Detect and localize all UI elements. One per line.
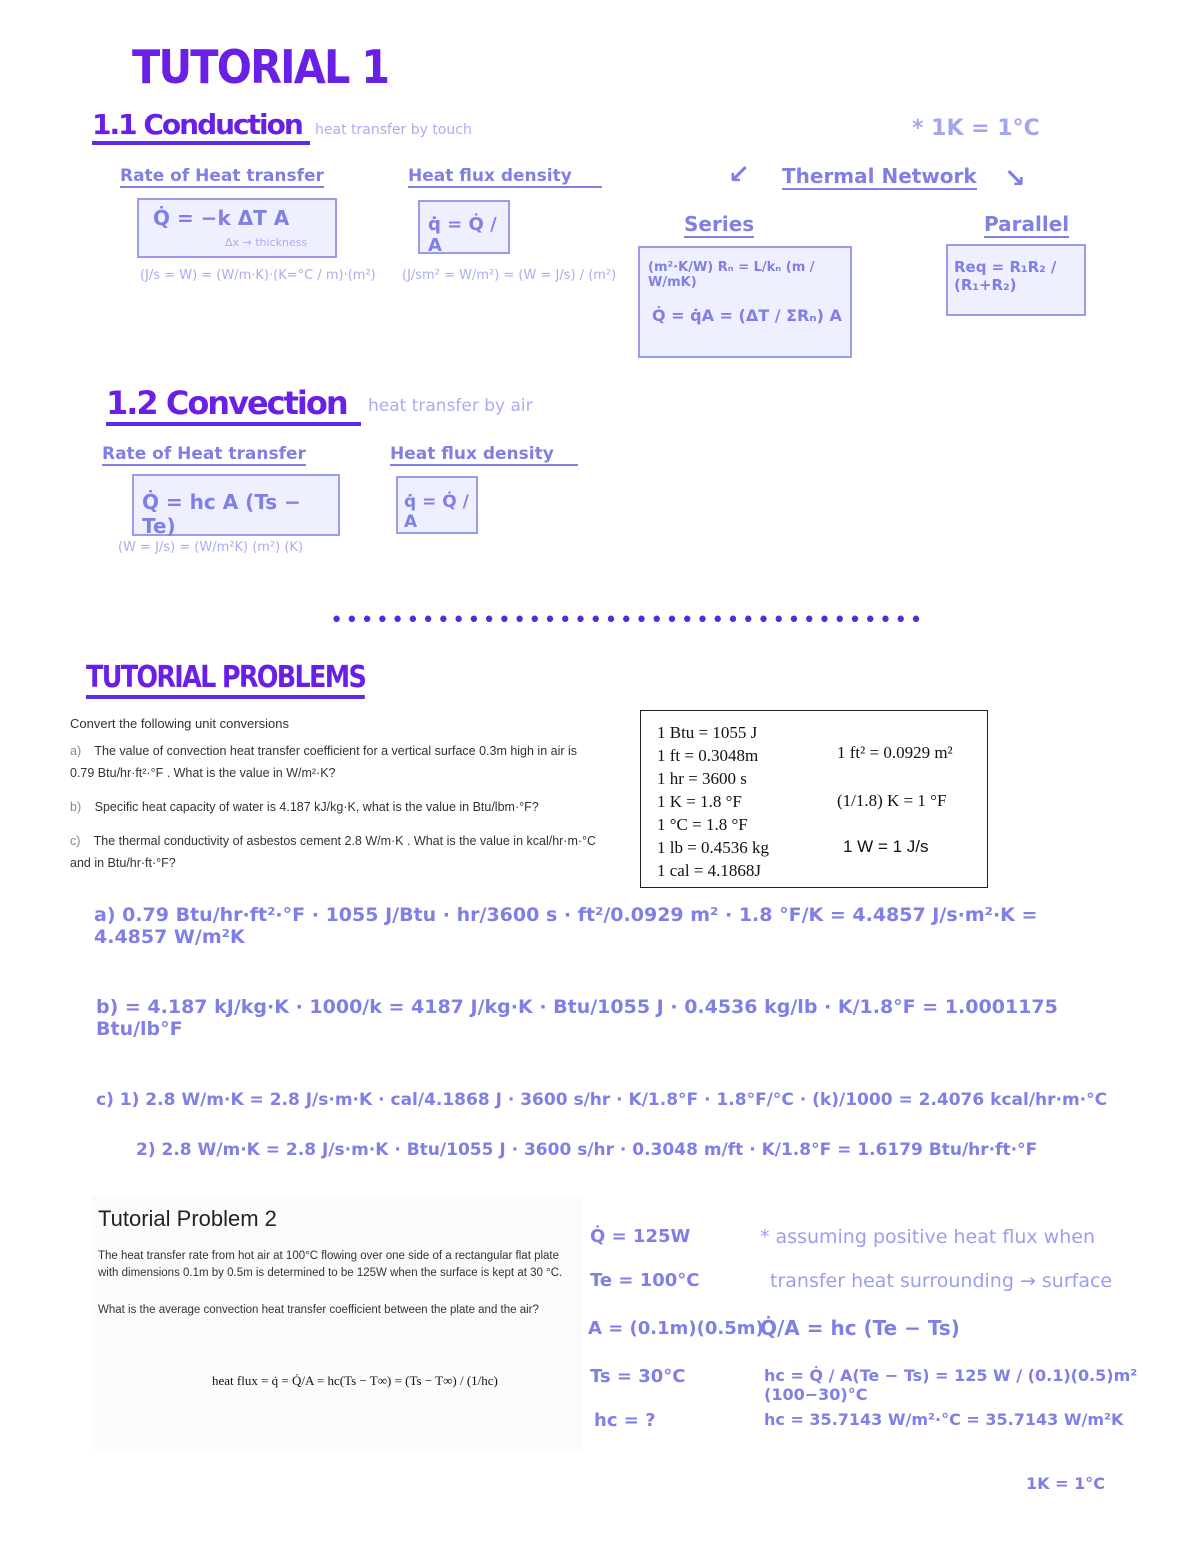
- conv-k: 1 K = 1.8 °F: [657, 792, 742, 811]
- conv-lb: 1 lb = 0.4536 kg: [657, 838, 770, 857]
- conv-ft2: 1 ft² = 0.0929 m²: [837, 743, 953, 762]
- conv-cal: 1 cal = 4.1868J: [657, 861, 762, 880]
- conduction-rate-label: Rate of Heat transfer: [120, 166, 324, 186]
- assumption-line1: * assuming positive heat flux when: [760, 1226, 1095, 1248]
- conv-ft: 1 ft = 0.3048m: [657, 746, 759, 765]
- conduction-rate-units: (J/s = W) = (W/m·K)·(K=°C / m)·(m²): [140, 268, 376, 283]
- solution-a: a) 0.79 Btu/hr·ft²·°F · 1055 J/Btu · hr/3600 s · ft²/0.0929 m² · 1.8 °F/K = 4.4857 J/s·m²·K = 4.4857 W/m²K: [94, 904, 1038, 948]
- given-ts: Ts = 30°C: [590, 1366, 686, 1387]
- series-heat-rate: Q̇ = q̇A = (ΔT / ΣRₙ) A: [652, 306, 842, 325]
- problem-b-text: Specific heat capacity of water is 4.187 kJ/kg·K, what is the value in Btu/lbm·°F?: [94, 800, 539, 814]
- convection-rate-units: (W = J/s) = (W/m²K) (m²) (K): [118, 540, 304, 555]
- convection-flux-label: Heat flux density: [390, 444, 578, 466]
- solution-b: b) = 4.187 kJ/kg·K · 1000/k = 4187 J/kg·K · Btu/1055 J · 0.4536 kg/lb · K/1.8°F = 1.0001175 Btu/lb°F: [96, 996, 1058, 1040]
- equation-1: Q̇/A = hc (Te − Ts): [760, 1316, 960, 1340]
- convection-rate-box: [132, 474, 340, 536]
- conv-hr: 1 hr = 3600 s: [657, 769, 747, 788]
- conduction-flux-box: [418, 200, 510, 254]
- given-q: Q̇ = 125W: [590, 1226, 691, 1247]
- problem-b: [70, 796, 610, 818]
- conversion-table: [640, 710, 988, 888]
- problem2-formula: heat flux = q̇ = Q̇/A = hc(Ts − T∞) = (Ts − T∞) / (1/hc): [212, 1373, 498, 1388]
- series-label: Series: [684, 212, 755, 236]
- problem-a-text: The value of convection heat transfer coefficient for a vertical surface 0.3m high in air is 0.79 Btu/hr·ft²·°F . What is the value in W/m²·K?: [70, 744, 578, 780]
- parallel-box: [946, 244, 1086, 316]
- assumption-line2: transfer heat surrounding → surface: [770, 1270, 1113, 1292]
- equation-2: hc = Q̇ / A(Te − Ts) = 125 W / (0.1)(0.5)m² (100−30)°C: [764, 1366, 1138, 1404]
- conduction-flux-label: Heat flux density: [408, 166, 602, 188]
- conduction-flux-formula: q̇ = Q̇ / A: [428, 214, 497, 256]
- thermal-network-label: Thermal Network: [782, 164, 977, 188]
- series-resistance: (m²·K/W) Rₙ = L/kₙ (m / W/mK): [648, 260, 815, 290]
- convection-heading: 1.2 Convection: [106, 384, 361, 426]
- page-title: TUTORIAL 1: [132, 40, 389, 94]
- problem-c: [70, 830, 610, 874]
- parallel-resistance: Req = R₁R₂ / (R₁+R₂): [954, 258, 1057, 294]
- conv-w: 1 W = 1 J/s: [843, 837, 929, 856]
- conduction-rate-sub: Δx → thickness: [225, 236, 308, 249]
- convection-note: heat transfer by air: [368, 396, 533, 416]
- convection-rate-formula: Q̇ = hc A (Ts − Te): [142, 490, 301, 538]
- given-te: Te = 100°C: [590, 1270, 700, 1291]
- problem2-card: [92, 1196, 582, 1450]
- conduction-rate-formula: Q̇ = −k ΔT A: [153, 206, 290, 230]
- problem-c-label: c): [70, 834, 81, 848]
- problem2-text1: The heat transfer rate from hot air at 100°C flowing over one side of a rectangular flat plate with dimensions 0.1m by 0.5m is determined to be 125W when the surface is kept at 30 °C.: [98, 1250, 563, 1279]
- conduction-rate-box: [137, 198, 337, 258]
- problem-a: [70, 740, 600, 784]
- conv-c: 1 °C = 1.8 °F: [657, 815, 748, 834]
- section-divider: •••••••••••••••••••••••••••••••••••••••: [330, 608, 925, 633]
- problem2-text2: What is the average convection heat transfer coefficient between the plate and the air?: [98, 1304, 539, 1316]
- convection-flux-formula: q̇ = Q̇ / A: [404, 492, 469, 532]
- convection-rate-label: Rate of Heat transfer: [102, 444, 306, 464]
- parallel-label: Parallel: [984, 212, 1070, 236]
- solution-c1: c) 1) 2.8 W/m·K = 2.8 J/s·m·K · cal/4.1868 J · 3600 s/hr · K/1.8°F · 1.8°F/°C · (k)/1000 = 2.4076 kcal/hr·m·°C: [96, 1090, 1108, 1110]
- solution-c2: 2) 2.8 W/m·K = 2.8 J/s·m·K · Btu/1055 J · 3600 s/hr · 0.3048 m/ft · K/1.8°F = 1.6179 Btu/hr·ft·°F: [136, 1140, 1038, 1160]
- arrow-right-icon: ↘: [1004, 164, 1026, 194]
- series-box: [638, 246, 852, 358]
- equation-4: 1K = 1°C: [1026, 1474, 1105, 1493]
- kelvin-note: * 1K = 1°C: [912, 116, 1040, 141]
- conv-btu: 1 Btu = 1055 J: [657, 723, 758, 742]
- convection-flux-box: [396, 476, 478, 534]
- conv-k-f: (1/1.8) K = 1 °F: [837, 791, 947, 810]
- problem-c-text: The thermal conductivity of asbestos cement 2.8 W/m·K . What is the value in kcal/hr·m·°C and in Btu/hr·ft·°F?: [70, 834, 597, 870]
- conduction-heading: 1.1 Conduction: [92, 108, 310, 145]
- problem-b-label: b): [70, 800, 82, 814]
- given-a: A = (0.1m)(0.5m): [588, 1318, 764, 1339]
- problems-intro: Convert the following unit conversions: [70, 716, 289, 731]
- conduction-flux-units: (J/sm² = W/m²) = (W = J/s) / (m²): [402, 268, 617, 283]
- given-hc: hc = ?: [594, 1410, 656, 1431]
- problems-heading: TUTORIAL PROBLEMS: [86, 660, 365, 699]
- problem-a-label: a): [70, 744, 82, 758]
- conduction-note: heat transfer by touch: [315, 122, 472, 138]
- equation-3: hc = 35.7143 W/m²·°C = 35.7143 W/m²K: [764, 1410, 1124, 1429]
- problem2-title: Tutorial Problem 2: [98, 1206, 277, 1231]
- arrow-left-icon: ↙: [728, 160, 750, 190]
